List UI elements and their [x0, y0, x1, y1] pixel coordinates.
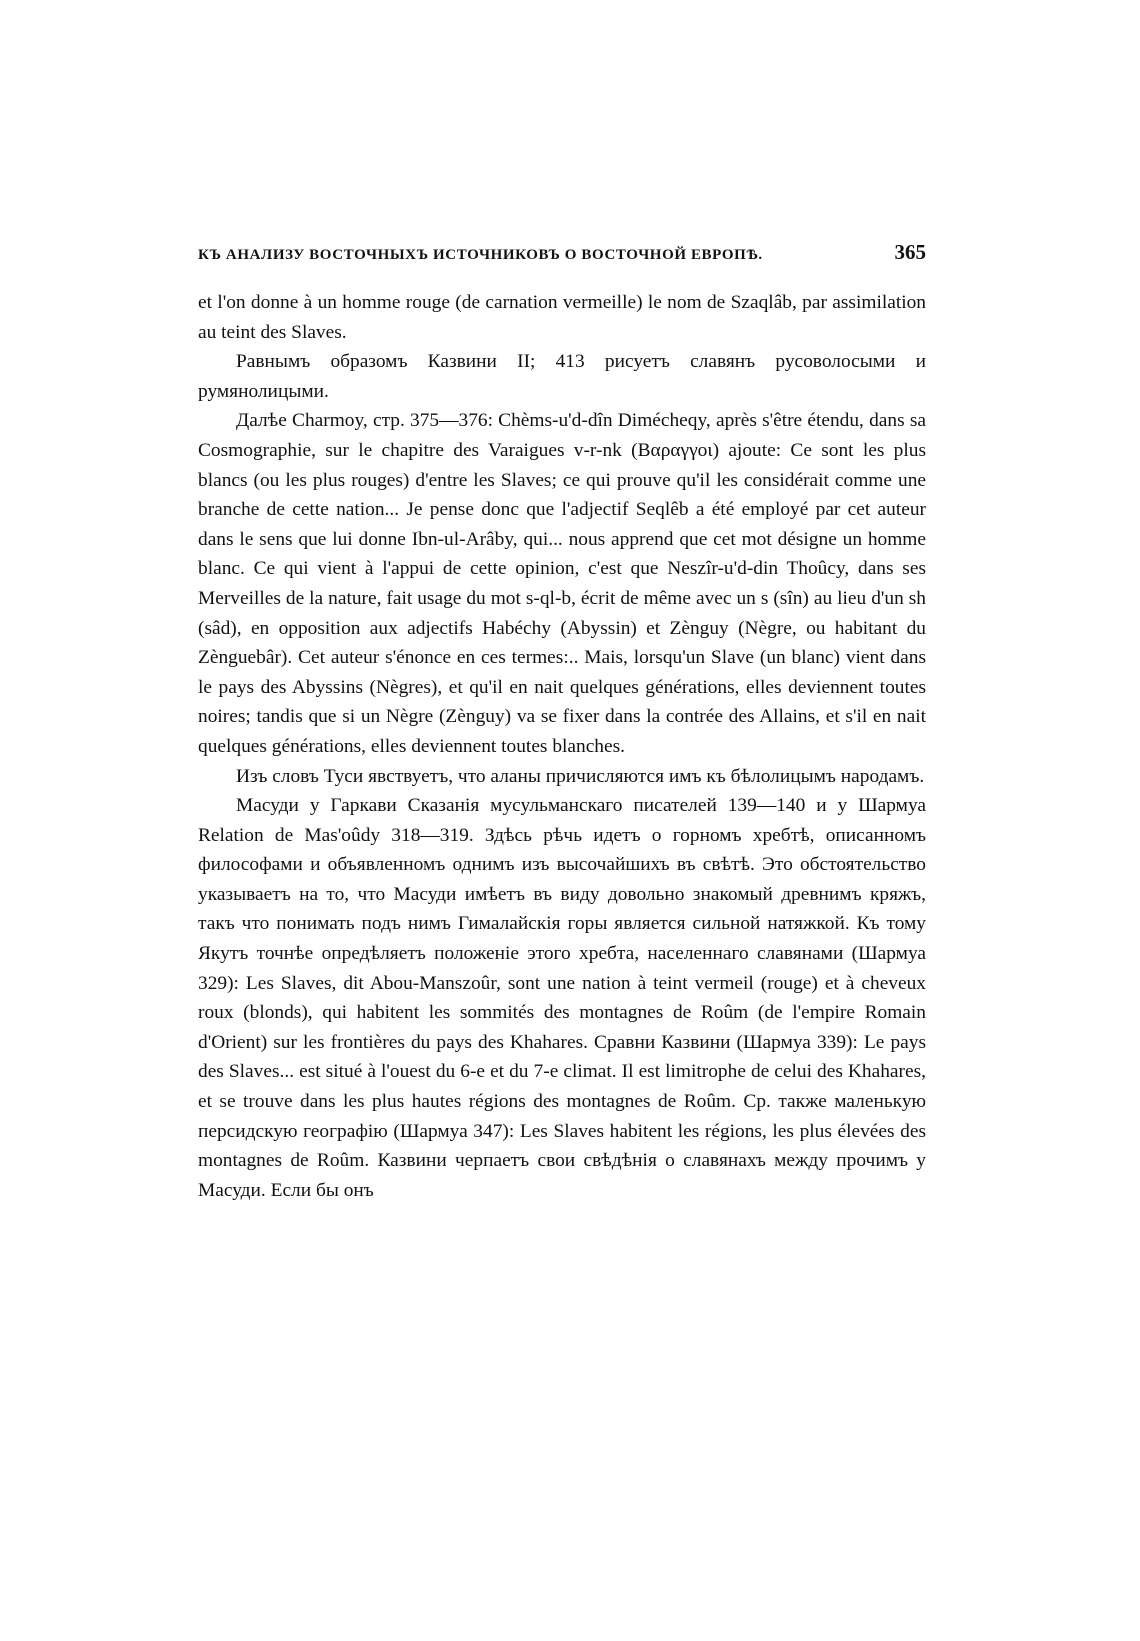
book-page: [198, 240, 926, 1205]
paragraph-charmoy: Далѣе Charmoy, стр. 375—376: Chèms-u'd-dîn Dimécheqy, après s'être étendu, dans sa Cosmographie, sur le chapitre des Varaigues v-r-nk (Βαραγγοι) ajoute: Ce sont les plus blancs (ou les plus rouges) d'entre les Slaves; ce qui prouve qu'il les considérait comme une branche de cette nation... Je pense donc que l'adjectif Seqlêb a été employé par cet auteur dans le sens que lui donne Ibn-ul-Arâby, qui... nous apprend que cet mot désigne un homme blanc. Ce qui vient à l'appui de cette opinion, c'est que Neszîr-u'd-din Thoûcy, dans ses Merveilles de la nature, fait usage du mot s-ql-b, écrit de même avec un s (sîn) au lieu d'un sh (sâd), en opposition aux adjectifs Habéchy (Abyssin) et Zènguy (Nègre, ou habitant du Zènguebâr). Cet auteur s'énonce en ces termes:.. Mais, lorsqu'un Slave (un blanc) vient dans le pays des Abyssins (Nègres), et qu'il en nait quelques générations, elles deviennent toutes noires; tandis que si un Nègre (Zènguy) va se fixer dans la contrée des Allains, et s'il en nait quelques générations, elles deviennent toutes blanches.: [198, 410, 926, 757]
page-header: [198, 240, 926, 274]
paragraph-kazvini: Равнымъ образомъ Казвини II; 413 рисуетъ славянъ русоволосыми и румянолицыми.: [198, 351, 926, 402]
paragraph-masudi: Масуди у Гаркави Сказанія мусульманскаго писателей 139—140 и у Шармуа Relation de Mas'oûdy 318—319. Здѣсь рѣчь идетъ о горномъ хребтѣ, описанномъ философами и объявленномъ однимъ изъ высочайшихъ въ свѣтѣ. Это обстоятельство указываетъ на то, что Масуди имѣетъ въ виду довольно знакомый древнимъ кряжъ, такъ что понимать подъ нимъ Гималайскія горы является сильной натяжкой. Къ тому Якутъ точнѣе опредѣляетъ положеніе этого хребта, населеннаго славянами (Шармуа 329): Les Slaves, dit Abou-Manszoûr, sont une nation à teint vermeil (rouge) et à cheveux roux (blonds), qui habitent les sommités des montagnes de Roûm (de l'empire Romain d'Orient) sur les frontières du pays des Khahares. Сравни Казвини (Шармуа 339): Le pays des Slaves... est situé à l'ouest du 6-e et du 7-e climat. Il est limitrophe de celui des Khahares, et se trouve dans les plus hautes régions des montagnes de Roûm. Ср. также маленькую персидскую географію (Шармуа 347): Les Slaves habitent les régions, les plus élevées des montagnes de Roûm. Казвини черпаетъ свои свѣдѣнія о славянахъ между прочимъ у Масуди. Если бы онъ: [198, 795, 926, 1201]
paragraph-tusi: Изъ словъ Туси явствуетъ, что аланы причисляются имъ къ бѣлолицымъ народамъ.: [236, 765, 925, 787]
paragraph-continuation: et l'on donne à un homme rouge (de carnation vermeille) le nom de Szaqlâb, par assimilation au teint des Slaves.: [198, 292, 926, 343]
running-head: КЪ АНАЛИЗУ ВОСТОЧНЫХЪ ИСТОЧНИКОВЪ О ВОСТОЧНОЙ ЕВРОПѢ.: [198, 247, 763, 263]
page-number: 365: [894, 240, 926, 264]
